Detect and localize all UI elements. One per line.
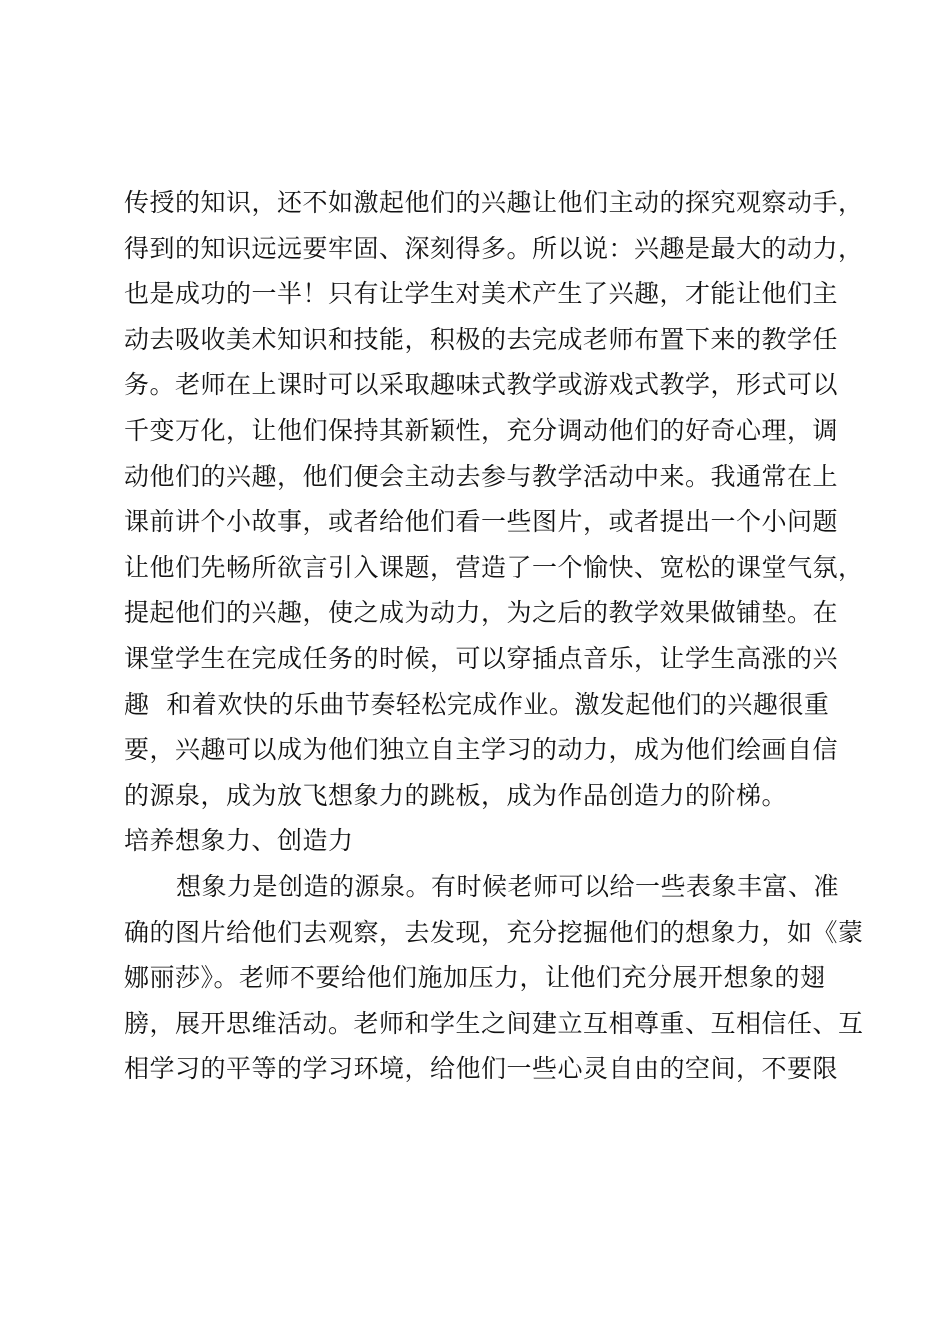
text-line: 动去吸收美术知识和技能，积极的去完成老师布置下来的教学任 — [124, 324, 839, 354]
text-line: 娜丽莎》。老师不要给他们施加压力，让他们充分展开想象的翅 — [124, 963, 826, 993]
text-line: 务。老师在上课时可以采取趣味式教学或游戏式教学，形式可以 — [124, 370, 839, 400]
text-line: 提起他们的兴趣，使之成为动力，为之后的教学效果做铺垫。在 — [124, 598, 839, 628]
text-line: 得到的知识远远要牢固、深刻得多。所以说：兴趣是最大的动力， — [124, 233, 864, 263]
text-line: 课堂学生在完成任务的时候，可以穿插点音乐，让学生高涨的兴 — [124, 643, 839, 673]
text-line: 确的图片给他们去观察，去发现，充分挖掘他们的想象力，如《蒙 — [124, 917, 864, 947]
paragraph-1 — [124, 180, 864, 818]
text-line: 也是成功的一半！只有让学生对美术产生了兴趣，才能让他们主 — [124, 279, 839, 309]
section-heading: 培养想象力、创造力 — [124, 826, 354, 856]
text-line: 想象力是创造的源泉。有时候老师可以给一些表象丰富、准 — [176, 871, 840, 901]
text-line: 让他们先畅所欲言引入课题，营造了一个愉快、宽松的课堂气氛， — [124, 552, 864, 582]
text-line: 千变万化，让他们保持其新颖性，充分调动他们的好奇心理，调 — [124, 415, 839, 445]
text-line: 课前讲个小故事，或者给他们看一些图片，或者提出一个小问题 — [124, 507, 839, 537]
text-line: 趣 和着欢快的乐曲节奏轻松完成作业。激发起他们的兴趣很重 — [124, 689, 830, 719]
text-line: 膀，展开思维活动。老师和学生之间建立互相尊重、互相信任、互 — [124, 1008, 864, 1038]
body-text — [124, 180, 864, 1092]
paragraph-2 — [124, 864, 864, 1092]
text-line: 动他们的兴趣，他们便会主动去参与教学活动中来。我通常在上 — [124, 461, 839, 491]
text-line: 的源泉，成为放飞想象力的跳板，成为作品创造力的阶梯。 — [124, 780, 788, 810]
text-line: 相学习的平等的学习环境，给他们一些心灵自由的空间，不要限 — [124, 1054, 839, 1084]
text-line: 要，兴趣可以成为他们独立自主学习的动力，成为他们绘画自信 — [124, 735, 839, 765]
text-line: 传授的知识，还不如激起他们的兴趣让他们主动的探究观察动手， — [124, 188, 864, 217]
